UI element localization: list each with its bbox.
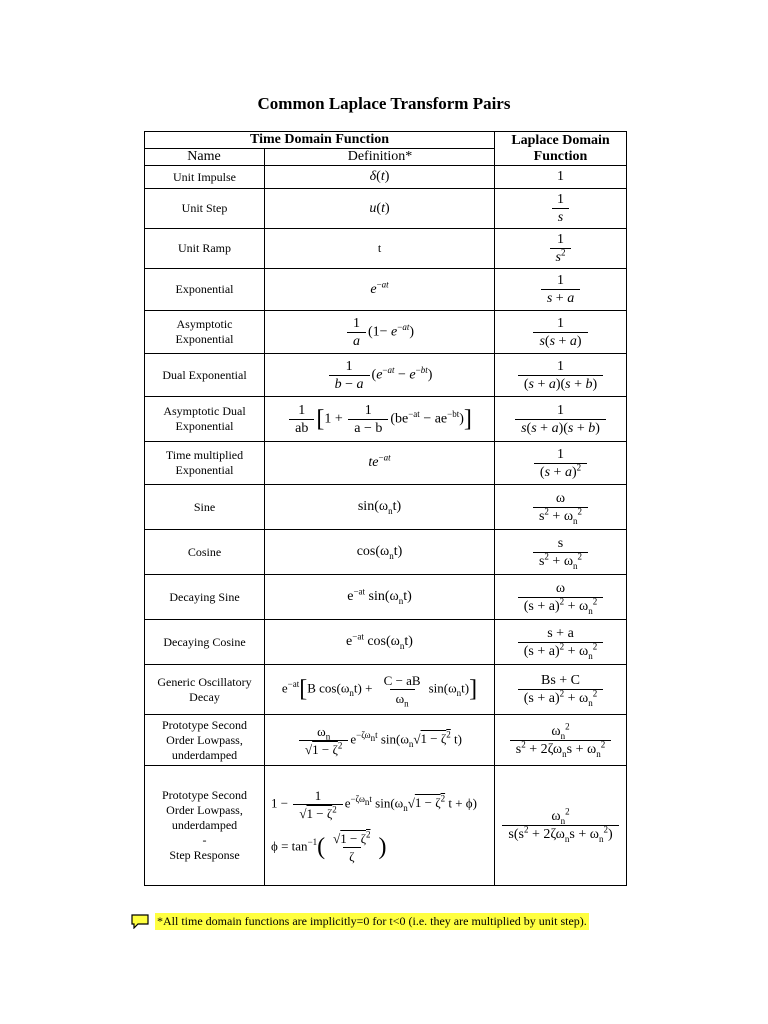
row-name <box>145 397 265 442</box>
row-name-line: Order Lowpass, <box>166 803 243 817</box>
table-row <box>145 397 627 442</box>
row-laplace: $\frac{1}{s(s + a)(s + b)}$ <box>495 397 627 442</box>
table-row <box>145 166 627 189</box>
row-name: Exponential <box>145 269 265 311</box>
row-definition: $e^{-at}$ <box>265 269 495 311</box>
row-name <box>145 665 265 715</box>
row-name <box>145 442 265 485</box>
row-name-line: Time multiplied <box>165 448 244 462</box>
table-row <box>145 575 627 620</box>
table-row <box>145 269 627 311</box>
table-row <box>145 715 627 766</box>
row-name-line: underdamped <box>171 818 238 832</box>
row-name-line: Step Response <box>169 848 240 862</box>
comment-icon[interactable] <box>130 913 150 929</box>
row-name: Cosine <box>145 530 265 575</box>
row-definition: t <box>265 229 495 269</box>
table-row <box>145 530 627 575</box>
table-row <box>145 311 627 354</box>
page-title: Common Laplace Transform Pairs <box>257 94 511 113</box>
table-row <box>145 189 627 229</box>
row-definition: $\frac{1}{a}$ $(1- e^{-at})$ <box>265 311 495 354</box>
table-row <box>145 620 627 665</box>
row-laplace: $\frac{1}{(s + a)(s + b)}$ <box>495 354 627 397</box>
row-name: Dual Exponential <box>145 354 265 397</box>
time-domain-label: Time Domain Function <box>250 132 389 147</box>
time-domain-header <box>145 132 495 166</box>
row-laplace: $\frac{1}{(s + a)^2}$ <box>495 442 627 485</box>
row-name: Sine <box>145 485 265 530</box>
row-name: Decaying Cosine <box>145 620 265 665</box>
row-laplace: $\frac{s}{s^2 + \omega_n^2}$ <box>495 530 627 575</box>
row-name: Unit Ramp <box>145 229 265 269</box>
row-definition: u(t) <box>265 189 495 229</box>
footnote <box>130 911 589 931</box>
row-name <box>145 311 265 354</box>
row-definition: $\cos(\omega_nt)$ <box>265 530 495 575</box>
row-definition: $\sin(\omega_nt)$ <box>265 485 495 530</box>
table-header-row <box>145 132 627 166</box>
row-laplace: $\frac{\omega}{(s + a)^2 + \omega_n^2}$ <box>495 575 627 620</box>
row-name-line: Order Lowpass, <box>166 732 243 747</box>
row-definition: $te^{-at}$ <box>265 442 495 485</box>
row-definition: $e^{-at}$ $\sin(\omega_nt)$ <box>265 575 495 620</box>
row-laplace: $\frac{1}{s^2}$ <box>495 229 627 269</box>
name-header: Name <box>144 149 265 165</box>
row-definition: $\frac{1}{ab}$ [1 + $\frac{1}{a - b}$ $(be^{-at} - ae^{-bt})$] <box>265 397 495 442</box>
row-laplace: $\frac{Bs + C}{(s + a)^2 + \omega_n^2}$ <box>495 665 627 715</box>
row-laplace: $\frac{\omega_n^2}{s^2 + 2\zeta\omega_ns + \omega_n^2}$ <box>495 715 627 766</box>
row-name: Unit Impulse <box>145 166 265 189</box>
laplace-table <box>144 131 627 886</box>
row-definition: $e^{-at}[B$ $\cos(\omega_nt)$ + $\frac{C - aB}{\omega_n}$ $\sin(\omega_nt)$] <box>265 665 495 715</box>
row-definition: 1 − $\frac{1}{√1 - \zeta^2}$ $e^{-\zeta\omega_nt}$ $\sin(\omega_n√1 - \zeta^2$ t + ϕ) $\phi = \tan^{-1}$( $\frac{√1 - \zeta^2}{\zeta}$ ) <box>265 766 495 886</box>
row-name-line: Decay <box>189 689 220 704</box>
table-row <box>145 354 627 397</box>
laplace-header-line2: Function <box>533 148 588 164</box>
table-row <box>145 485 627 530</box>
row-name-line: Prototype Second <box>162 788 247 802</box>
row-laplace: $\frac{\omega_n^2}{s(s^2 + 2\zeta\omega_ns + \omega_n^2)}$ <box>495 766 627 886</box>
row-name <box>145 715 265 766</box>
row-laplace: 1 <box>495 166 627 189</box>
row-name: Unit Step <box>145 189 265 229</box>
table-row <box>145 442 627 485</box>
row-name-line: Exponential <box>175 419 234 433</box>
footnote-text: *All time domain functions are implicitly=0 for t<0 (i.e. they are multiplied by unit step). <box>157 913 587 928</box>
row-definition: δ(t) <box>265 166 495 189</box>
row-laplace: $\frac{1}{s + a}$ <box>495 269 627 311</box>
row-name-line: Asymptotic <box>176 317 233 331</box>
row-definition: $\frac{1}{b - a}$ $(e^{-at} - e^{-bt})$ <box>265 354 495 397</box>
row-name-line: Exponential <box>175 463 234 477</box>
row-laplace: $\frac{s + a}{(s + a)^2 + \omega_n^2}$ <box>495 620 627 665</box>
row-name-line: Generic Oscillatory <box>157 674 252 689</box>
row-laplace: $\frac{\omega}{s^2 + \omega_n^2}$ <box>495 485 627 530</box>
row-definition: $\frac{\omega_n}{√1 - \zeta^2}$ $e^{-\zeta\omega_nt}$ $\sin(\omega_n√1 - \zeta^2$ t) <box>265 715 495 766</box>
row-name-line: Prototype Second <box>162 717 247 732</box>
row-definition: $e^{-at}$ $\cos(\omega_nt)$ <box>265 620 495 665</box>
row-name-line: Asymptotic Dual <box>163 404 246 418</box>
table-row <box>145 229 627 269</box>
row-name: Decaying Sine <box>145 575 265 620</box>
definition-header: Definition* <box>347 149 413 164</box>
row-name-line: Exponential <box>175 332 234 346</box>
row-laplace: $\frac{1}{s(s + a)}$ <box>495 311 627 354</box>
table-row <box>145 766 627 886</box>
row-name-line: - <box>202 833 207 847</box>
row-name <box>145 766 265 886</box>
row-name-line: underdamped <box>171 747 238 762</box>
laplace-header-line1: Laplace Domain <box>511 132 610 148</box>
table-row <box>145 665 627 715</box>
row-laplace: $\frac{1}{s}$ <box>495 189 627 229</box>
laplace-header <box>495 132 627 166</box>
